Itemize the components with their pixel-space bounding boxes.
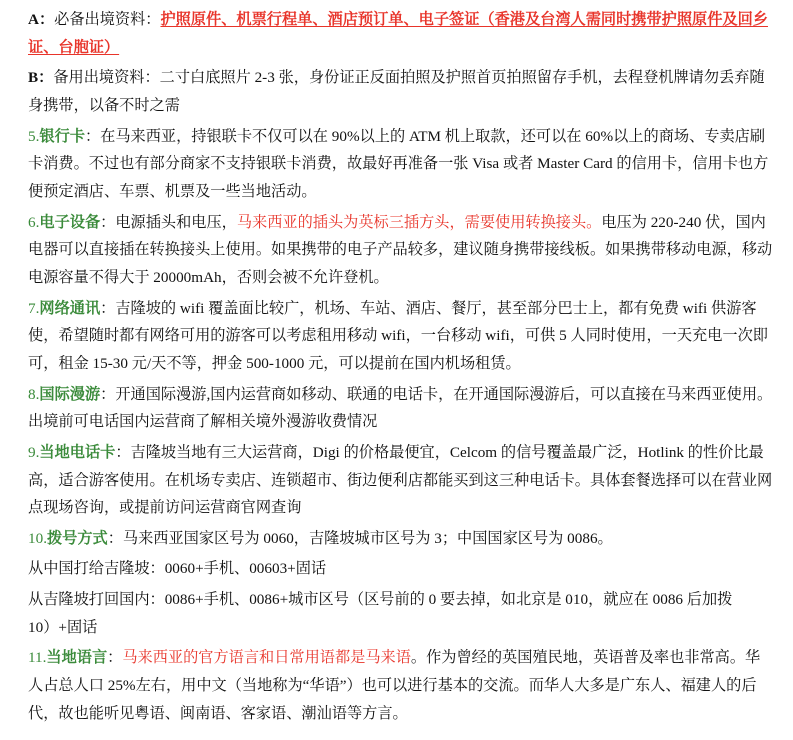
run-label: B： — [28, 69, 54, 87]
run-text: ：电源插头和电压， — [100, 213, 237, 231]
section-label: 网络通讯 — [39, 299, 101, 317]
run-text: ：马来西亚国家区号为 0060，吉隆坡城市区号为 3；中国国家区号为 0086。 — [107, 529, 613, 547]
list-number: 9. — [28, 443, 40, 461]
run-text: ：吉隆坡的 wifi 覆盖面比较广，机场、车站、酒店、餐厅，甚至部分巴士上，都有免费 wifi 供游客使，希望随时都有网络可用的游客可以考虑租用移动 wifi，一台移动 wifi，可供 5 人同时使用，一天充电一次即可，租金 15-30 元/天不等，押金 500-1000 元，可以提前在国内机场租赁。 — [28, 299, 768, 372]
run-text: 。作为曾经的英国殖民地，英语普及率也非常高。华人占总人口 25%左右，用中文（当地称为“华语”）也可以进行基本的交流。而华人大多是广东人、福建人的后代，故也能听见粤语、闽南语、客家语、潮汕语等方言。 — [28, 649, 761, 722]
run-colon: ： — [107, 649, 123, 667]
paragraph-item-10-line3 — [28, 586, 775, 641]
run-emphasis: 护照原件、机票行程单、酒店预订单、电子签证（香港及台湾人需同时携带护照原件及回乡证、台胞证） — [28, 11, 768, 56]
run-text-2: 电压为 220-240 伏，国内电器可以直接插在转换接头上使用。如果携带的电子产品较多，建议随身携带接线板。如果携带移动电源，移动电源容量不得大于 20000mAh，否则会被不允许登机。 — [28, 213, 773, 286]
list-number: 5. — [28, 127, 40, 145]
paragraph-item-11 — [28, 644, 775, 727]
section-label: 拨号方式 — [46, 529, 108, 547]
section-label: 电子设备 — [39, 213, 101, 231]
run-label: A： — [28, 11, 55, 28]
list-number: 11. — [28, 649, 47, 667]
paragraph-item-6 — [28, 209, 775, 292]
section-label: 国际漫游 — [39, 385, 101, 403]
paragraph-item-10 — [28, 525, 775, 553]
paragraph-item-10-line2 — [28, 555, 775, 583]
run-emphasis: 马来西亚的官方语言和日常用语都是马来语 — [122, 649, 411, 667]
run-text: ：开通国际漫游,国内运营商如移动、联通的电话卡，在开通国际漫游后，可以直接在马来西亚使用。出境前可电话国内运营商了解相关境外漫游收费情况 — [28, 385, 773, 431]
list-number: 8. — [28, 385, 40, 403]
run-text: 备用出境资料：二寸白底照片 2-3 张，身份证正反面拍照及护照首页拍照留存手机，去程登机牌请勿丢弃随身携带，以备不时之需 — [28, 69, 765, 114]
list-number: 6. — [28, 213, 40, 231]
list-number: 10. — [28, 529, 47, 547]
run-text: ：在马来西亚，持银联卡不仅可以在 90%以上的 ATM 机上取款，还可以在 60%以上的商场、专卖店刷卡消费。不过也有部分商家不支持银联卡消费，故最好再准备一张 Visa 或者 Master Card 的信用卡，信用卡也方便预定酒店、车票、机票及一些当地活动。 — [28, 127, 769, 200]
paragraph-item-b — [28, 64, 775, 119]
list-number: 7. — [28, 299, 40, 317]
paragraph-item-9 — [28, 439, 775, 522]
section-label: 当地电话卡 — [39, 443, 116, 461]
section-label: 当地语言 — [46, 649, 108, 667]
paragraph-item-7 — [28, 295, 775, 378]
paragraph-item-5 — [28, 123, 775, 206]
run-emphasis: 马来西亚的插头为英标三插方头，需要使用转换接头。 — [236, 213, 602, 231]
run-text: 从吉隆坡打回国内：0086+手机、0086+城市区号（区号前的 0 要去掉，如北京是 010，就应在 0086 后加拨 10）+固话 — [28, 591, 733, 636]
section-label: 银行卡 — [39, 127, 85, 145]
run-text: 从中国打给吉隆坡：0060+手机、00603+固话 — [28, 560, 327, 578]
paragraph-item-8 — [28, 381, 775, 436]
run-text: 必备出境资料： — [54, 11, 161, 28]
paragraph-item-a — [28, 6, 775, 61]
run-text: ：吉隆坡当地有三大运营商，Digi 的价格最便宜，Celcom 的信号覆盖最广泛，Hotlink 的性价比最高，适合游客使用。在机场专卖店、连锁超市、街边便利店都能买到这三种电话卡。具体套餐选择可以在营业网点现场咨询，或提前访问运营商官网查询 — [28, 443, 773, 517]
